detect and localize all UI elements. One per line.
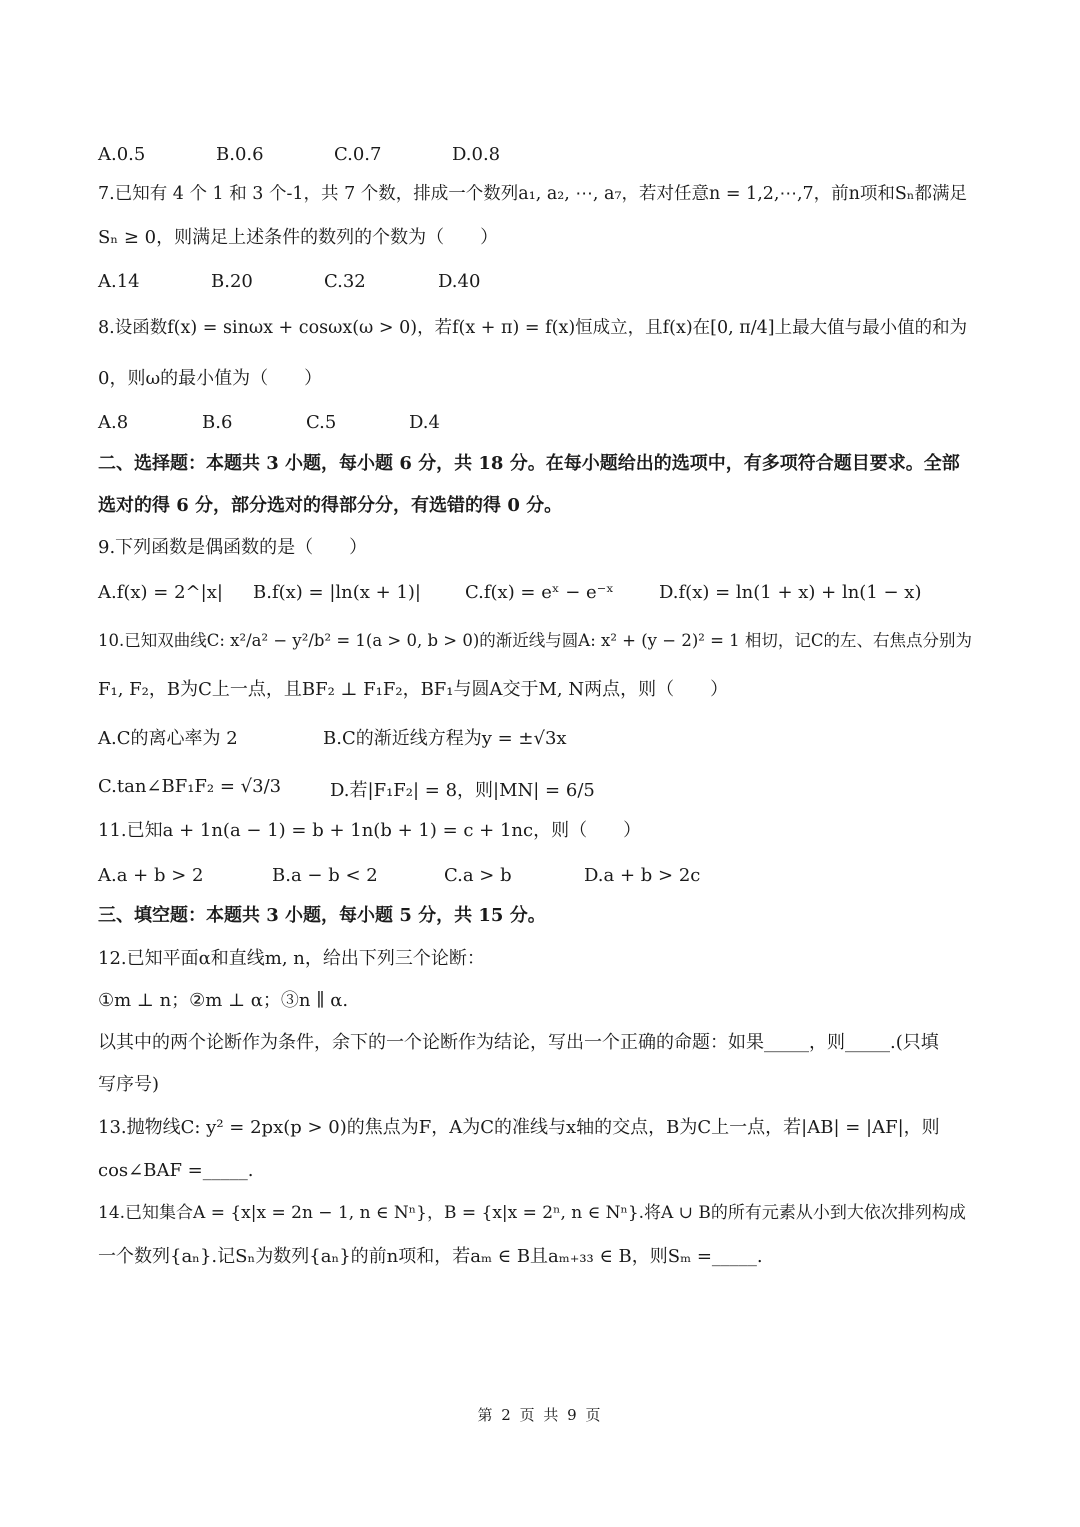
option-d: D.f(x) = ln(1 + x) + ln(1 − x) xyxy=(659,582,922,603)
option-d: D.a + b > 2c xyxy=(584,865,701,886)
option-a: A.0.5 xyxy=(98,144,146,165)
q8-stem-line2: 0，则ω的最小值为（ ） xyxy=(98,368,323,389)
option-a: A.C的离心率为 2 xyxy=(98,728,238,749)
option-c: C.32 xyxy=(324,271,366,292)
option-d: D.40 xyxy=(438,271,481,292)
option-d: D.4 xyxy=(409,412,440,433)
q10-options-row2 xyxy=(98,776,998,801)
option-b: B.C的渐近线方程为y = ±√3x xyxy=(323,728,567,749)
option-b: B.20 xyxy=(211,271,253,292)
q12-stem-line2: ①m ⊥ n；②m ⊥ α；③n ∥ α. xyxy=(98,990,349,1011)
q7-stem-line1: 7.已知有 4 个 1 和 3 个-1，共 7 个数，排成一个数列a₁, a₂, ⋯, a₇，若对任意n = 1,2,⋯,7，前n项和Sₙ都满足 xyxy=(98,184,967,204)
q8-options xyxy=(98,412,998,434)
option-c: C.tan∠BF₁F₂ = √3/3 xyxy=(98,776,282,797)
q10-stem-line1: 10.已知双曲线C: x²/a² − y²/b² = 1(a > 0, b > 0)的渐近线与圆A: x² + (y − 2)² = 1 相切，记C的左、右焦点分别为 xyxy=(98,631,973,650)
option-b: B.6 xyxy=(202,412,233,433)
option-a: A.14 xyxy=(98,271,140,292)
option-a: A.8 xyxy=(98,412,129,433)
q14-stem-line2: 一个数列{aₙ}.记Sₙ为数列{aₙ}的前n项和，若aₘ ∈ B且aₘ₊₃₃ ∈ B，则Sₘ =_____. xyxy=(98,1246,763,1267)
q10-options-row1 xyxy=(98,724,998,749)
option-d: D.若|F₁F₂| = 8，则|MN| = 6/5 xyxy=(330,780,595,801)
page-footer: 第 2 页 共 9 页 xyxy=(477,1406,603,1424)
q12-stem-line1: 12.已知平面α和直线m, n，给出下列三个论断： xyxy=(98,948,485,969)
q7-stem-line2: Sₙ ≥ 0，则满足上述条件的数列的个数为（ ） xyxy=(98,227,499,248)
option-a: A.f(x) = 2^|x| xyxy=(98,582,223,603)
q8-stem-line1: 8.设函数f(x) = sinωx + cosωx(ω > 0)，若f(x + π) = f(x)恒成立，且f(x)在[0, π/4]上最大值与最小值的和为 xyxy=(98,318,968,338)
q7-options xyxy=(98,271,998,293)
q11-stem: 11.已知a + 1n(a − 1) = b + 1n(b + 1) = c + 1nc，则（ ） xyxy=(98,820,642,841)
section-2-heading-line2: 选对的得 6 分，部分选对的得部分分，有选错的得 0 分。 xyxy=(98,495,563,516)
option-b: B.f(x) = |ln(x + 1)| xyxy=(253,582,421,603)
option-c: C.5 xyxy=(306,412,337,433)
option-c: C.f(x) = eˣ − e⁻ˣ xyxy=(465,582,614,603)
q6-options xyxy=(98,144,998,166)
q13-stem-line2: cos∠BAF =_____. xyxy=(98,1160,254,1181)
q9-stem: 9.下列函数是偶函数的是（ ） xyxy=(98,537,368,558)
section-3-heading: 三、填空题：本题共 3 小题，每小题 5 分，共 15 分。 xyxy=(98,905,546,926)
option-a: A.a + b > 2 xyxy=(98,865,204,886)
option-c: C.a > b xyxy=(444,865,512,886)
q10-stem-line2: F₁, F₂，B为C上一点，且BF₂ ⊥ F₁F₂，BF₁与圆A交于M, N两点，则（ ） xyxy=(98,679,729,700)
q14-stem-line1: 14.已知集合A = {x|x = 2n − 1, n ∈ Nⁿ}，B = {x|x = 2ⁿ, n ∈ Nⁿ}.将A ∪ B的所有元素从小到大依次排列构成 xyxy=(98,1203,966,1223)
section-2-heading-line1: 二、选择题：本题共 3 小题，每小题 6 分，共 18 分。在每小题给出的选项中，有多项符合题目要求。全部 xyxy=(98,453,960,474)
option-b: B.a − b < 2 xyxy=(272,865,378,886)
q12-stem-line3: 以其中的两个论断作为条件，余下的一个论断作为结论，写出一个正确的命题：如果_____，则_____.(只填 xyxy=(98,1032,939,1053)
q12-stem-line4: 写序号) xyxy=(98,1074,160,1095)
option-c: C.0.7 xyxy=(334,144,382,165)
option-d: D.0.8 xyxy=(452,144,501,165)
q9-options xyxy=(98,582,998,604)
option-b: B.0.6 xyxy=(216,144,264,165)
q11-options xyxy=(98,865,998,887)
q13-stem-line1: 13.抛物线C: y² = 2px(p > 0)的焦点为F，A为C的准线与x轴的交点，B为C上一点，若|AB| = |AF|，则 xyxy=(98,1117,940,1138)
